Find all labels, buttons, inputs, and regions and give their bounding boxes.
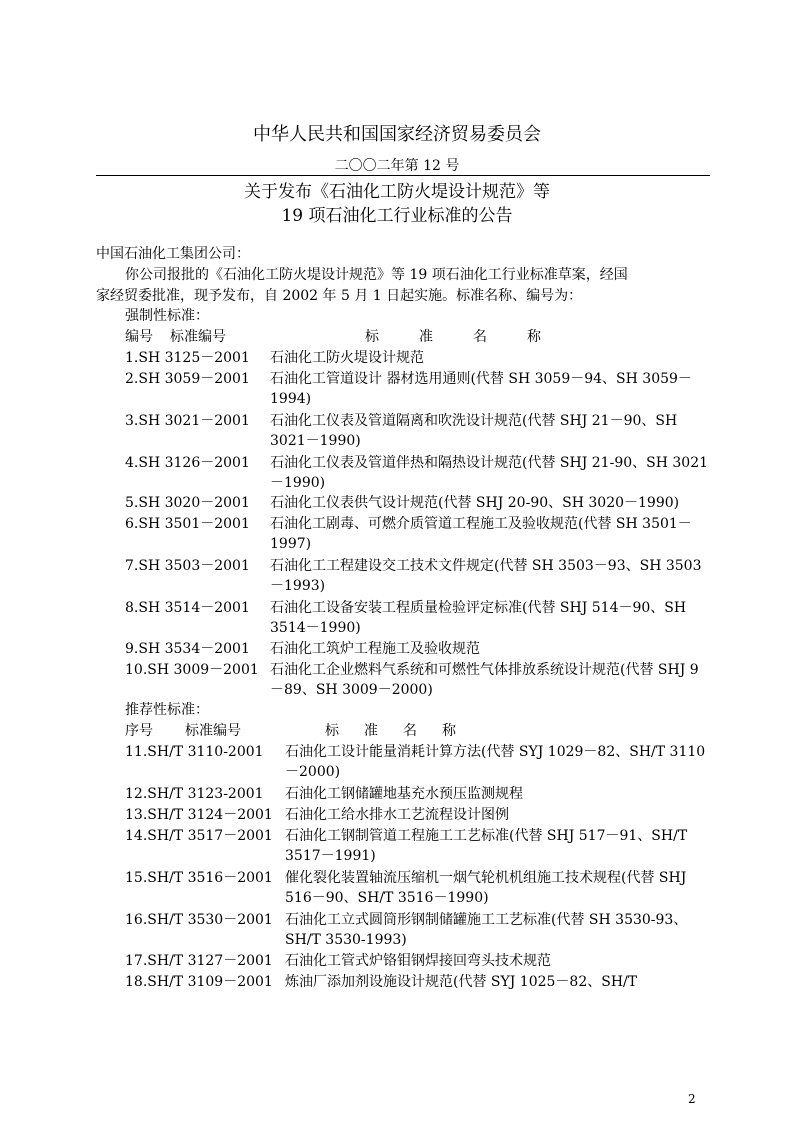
col-name-header: 标准名称 xyxy=(365,329,581,345)
standard-code: 15.SH/T 3516－2001 xyxy=(125,870,273,886)
header-divider xyxy=(96,175,710,176)
body-paragraph-line2: 家经贸委批准，现予发布，自 2002 年 5 月 1 日起实施。标准名称、编号为： xyxy=(96,288,583,304)
body-paragraph-line1: 你公司报批的《石油化工防火堤设计规范》等 19 项石油化工行业标准草案，经国 xyxy=(125,267,628,283)
standard-name: 石油化工钢制管道工程施工工艺标准(代替 SHJ 517－91、SH/T 3517－1991) xyxy=(285,828,688,864)
standard-code: 7.SH 3503－2001 xyxy=(125,558,250,574)
standard-name: 石油化工设备安装工程质量检验评定标准(代替 SHJ 514－90、SH 3514－1990) xyxy=(270,600,687,636)
standard-code: 18.SH/T 3109－2001 xyxy=(125,974,273,990)
standard-name: 石油化工工程建设交工技术文件规定(代替 SH 3503－93、SH 3503－1993) xyxy=(270,558,702,594)
standard-code: 9.SH 3534－2001 xyxy=(125,641,250,657)
recipient: 中国石油化工集团公司： xyxy=(96,246,250,262)
col-name-header: 标准名称 xyxy=(325,723,481,739)
col-code-header: 标准编号 xyxy=(170,329,226,345)
standard-name: 炼油厂添加剂设施设计规范(代替 SYJ 1025－82、SH/T xyxy=(285,974,638,990)
standard-code: 14.SH/T 3517－2001 xyxy=(125,828,273,844)
standard-code: 10.SH 3009－2001 xyxy=(125,662,259,678)
recommended-section-label: 推荐性标准： xyxy=(125,702,209,718)
standard-name: 石油化工设计能量消耗计算方法(代替 SYJ 1029－82、SH/T 3110－2000) xyxy=(285,744,706,780)
standard-name: 石油化工防火堤设计规范 xyxy=(270,350,424,366)
page-number: 2 xyxy=(688,1092,696,1106)
announcement-title-line2: 19 项石油化工行业标准的公告 xyxy=(281,206,513,226)
col-number-header: 编号 xyxy=(125,329,153,345)
standard-code: 12.SH/T 3123-2001 xyxy=(125,786,264,802)
standard-code: 4.SH 3126－2001 xyxy=(125,455,250,471)
standard-name: 石油化工筑炉工程施工及验收规范 xyxy=(270,641,480,657)
document-number: 二〇〇二年第 12 号 xyxy=(334,158,460,174)
standard-name: 石油化工给水排水工艺流程设计图例 xyxy=(285,807,509,823)
standard-code: 5.SH 3020－2001 xyxy=(125,495,250,511)
standard-code: 16.SH/T 3530－2001 xyxy=(125,912,273,928)
issuing-organization: 中华人民共和国国家经济贸易委员会 xyxy=(253,124,541,145)
standard-name: 石油化工仪表供气设计规范(代替 SHJ 20-90、SH 3020－1990) xyxy=(270,495,680,511)
standard-name: 石油化工钢储罐地基充水预压监测规程 xyxy=(285,786,523,802)
standard-code: 11.SH/T 3110-2001 xyxy=(125,744,264,760)
standard-name: 石油化工仪表及管道伴热和隔热设计规范(代替 SHJ 21-90、SH 3021－1990) xyxy=(270,455,709,491)
standard-name: 石油化工企业燃料气系统和可燃性气体排放系统设计规范(代替 SHJ 9－89、SH 3009－2000) xyxy=(270,662,699,698)
standard-name: 催化裂化装置轴流压缩机一烟气轮机机组施工技术规程(代替 SHJ 516－90、SH/T 3516－1990) xyxy=(285,870,687,906)
standard-name: 石油化工仪表及管道隔离和吹洗设计规范(代替 SHJ 21－90、SH 3021－1990) xyxy=(270,413,678,449)
standard-code: 3.SH 3021－2001 xyxy=(125,413,250,429)
standard-name: 石油化工管式炉铬钼钢焊接回弯头技术规范 xyxy=(285,953,551,969)
standard-code: 6.SH 3501－2001 xyxy=(125,516,250,532)
mandatory-section-label: 强制性标准： xyxy=(125,308,209,324)
standard-name: 石油化工剧毒、可燃介质管道工程施工及验收规范(代替 SH 3501－1997) xyxy=(270,516,692,552)
standard-code: 1.SH 3125－2001 xyxy=(125,350,250,366)
standard-code: 2.SH 3059－2001 xyxy=(125,371,250,387)
announcement-title-line1: 关于发布《石油化工防火堤设计规范》等 xyxy=(244,182,550,202)
col-code-header: 标准编号 xyxy=(185,723,241,739)
standard-code: 13.SH/T 3124－2001 xyxy=(125,807,273,823)
col-number-header: 序号 xyxy=(125,723,153,739)
standard-name: 石油化工立式圆筒形钢制储罐施工工艺标准(代替 SH 3530-93、SH/T 3530-1993) xyxy=(285,912,688,948)
standard-name: 石油化工管道设计 器材选用通则(代替 SH 3059－94、SH 3059－1994) xyxy=(270,371,692,407)
standard-code: 17.SH/T 3127－2001 xyxy=(125,953,273,969)
standard-code: 8.SH 3514－2001 xyxy=(125,600,250,616)
